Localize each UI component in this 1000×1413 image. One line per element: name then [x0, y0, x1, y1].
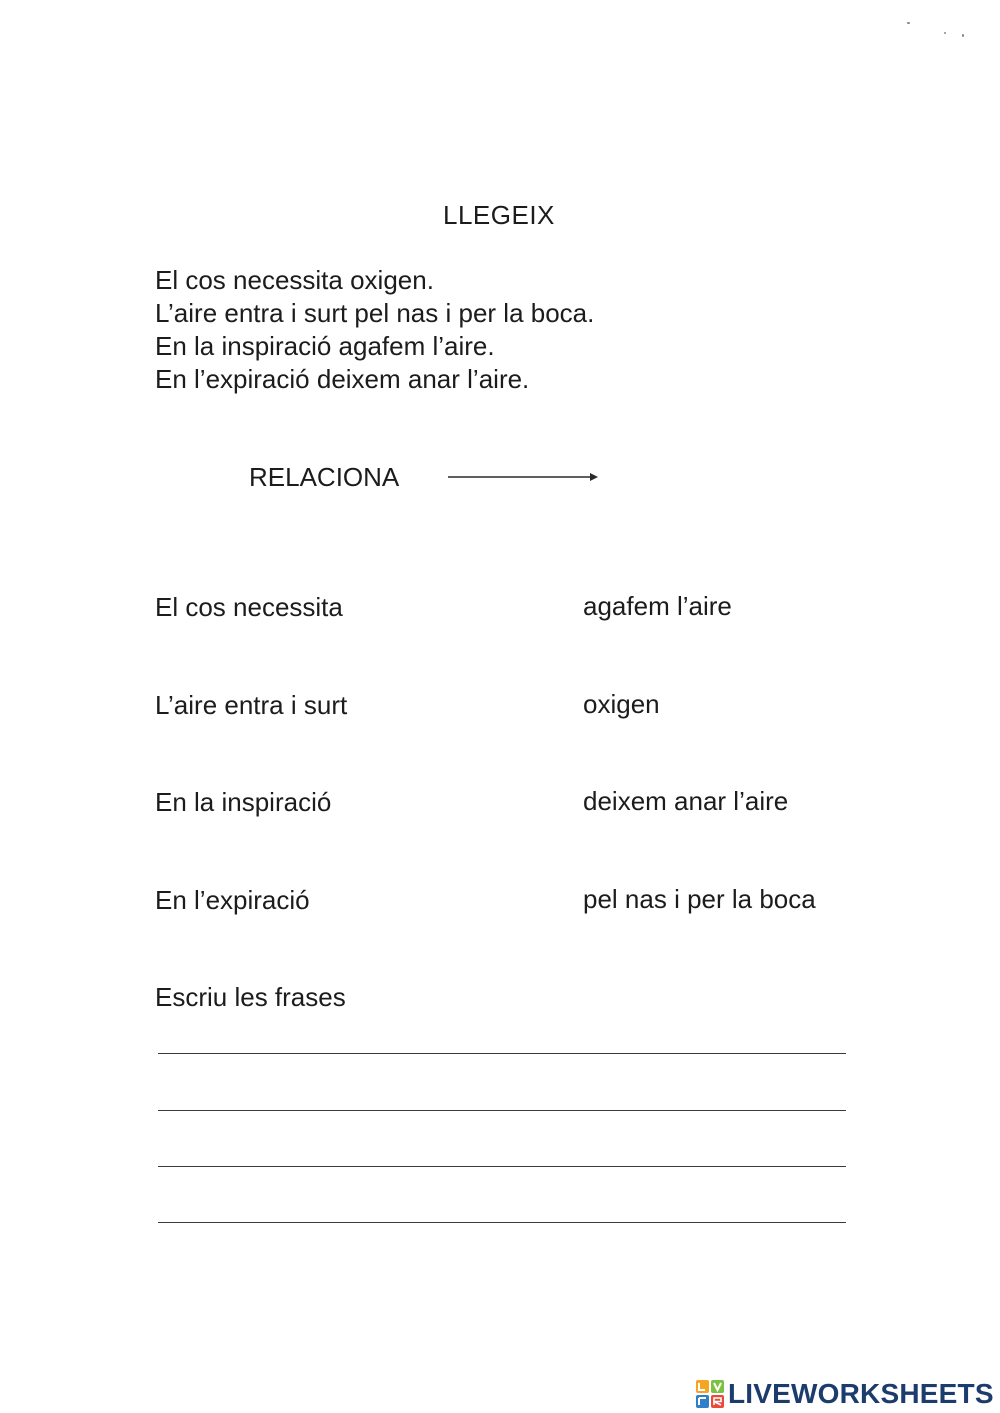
match-left-item[interactable]: L’aire entra i surt — [155, 690, 348, 720]
answer-line[interactable] — [158, 1110, 846, 1111]
liveworksheets-logo-icon — [696, 1380, 724, 1408]
reading-text — [155, 264, 594, 396]
write-heading: Escriu les frases — [155, 982, 346, 1012]
match-right-item[interactable]: deixem anar l’aire — [583, 786, 789, 816]
reading-line: El cos necessita oxigen. — [155, 265, 434, 295]
brand-name: LIVEWORKSHEETS — [728, 1378, 994, 1409]
scan-specks — [900, 14, 980, 44]
brand-watermark — [696, 1376, 994, 1412]
match-left-item[interactable]: El cos necessita — [155, 592, 343, 622]
page-title: LLEGEIX — [443, 200, 555, 230]
answer-line[interactable] — [158, 1222, 846, 1223]
arrow-right-icon — [448, 468, 600, 486]
reading-line: En la inspiració agafem l’aire. — [155, 331, 495, 361]
reading-line: En l’expiració deixem anar l’aire. — [155, 364, 530, 394]
match-right-item[interactable]: agafem l’aire — [583, 591, 732, 621]
match-right-item[interactable]: oxigen — [583, 689, 660, 719]
match-right-item[interactable]: pel nas i per la boca — [583, 884, 816, 914]
answer-line[interactable] — [158, 1053, 846, 1054]
match-left-item[interactable]: En l’expiració — [155, 885, 310, 915]
match-left-item[interactable]: En la inspiració — [155, 787, 332, 817]
reading-line: L’aire entra i surt pel nas i per la boca. — [155, 298, 595, 328]
relate-heading: RELACIONA — [249, 462, 400, 492]
answer-line[interactable] — [158, 1166, 846, 1167]
